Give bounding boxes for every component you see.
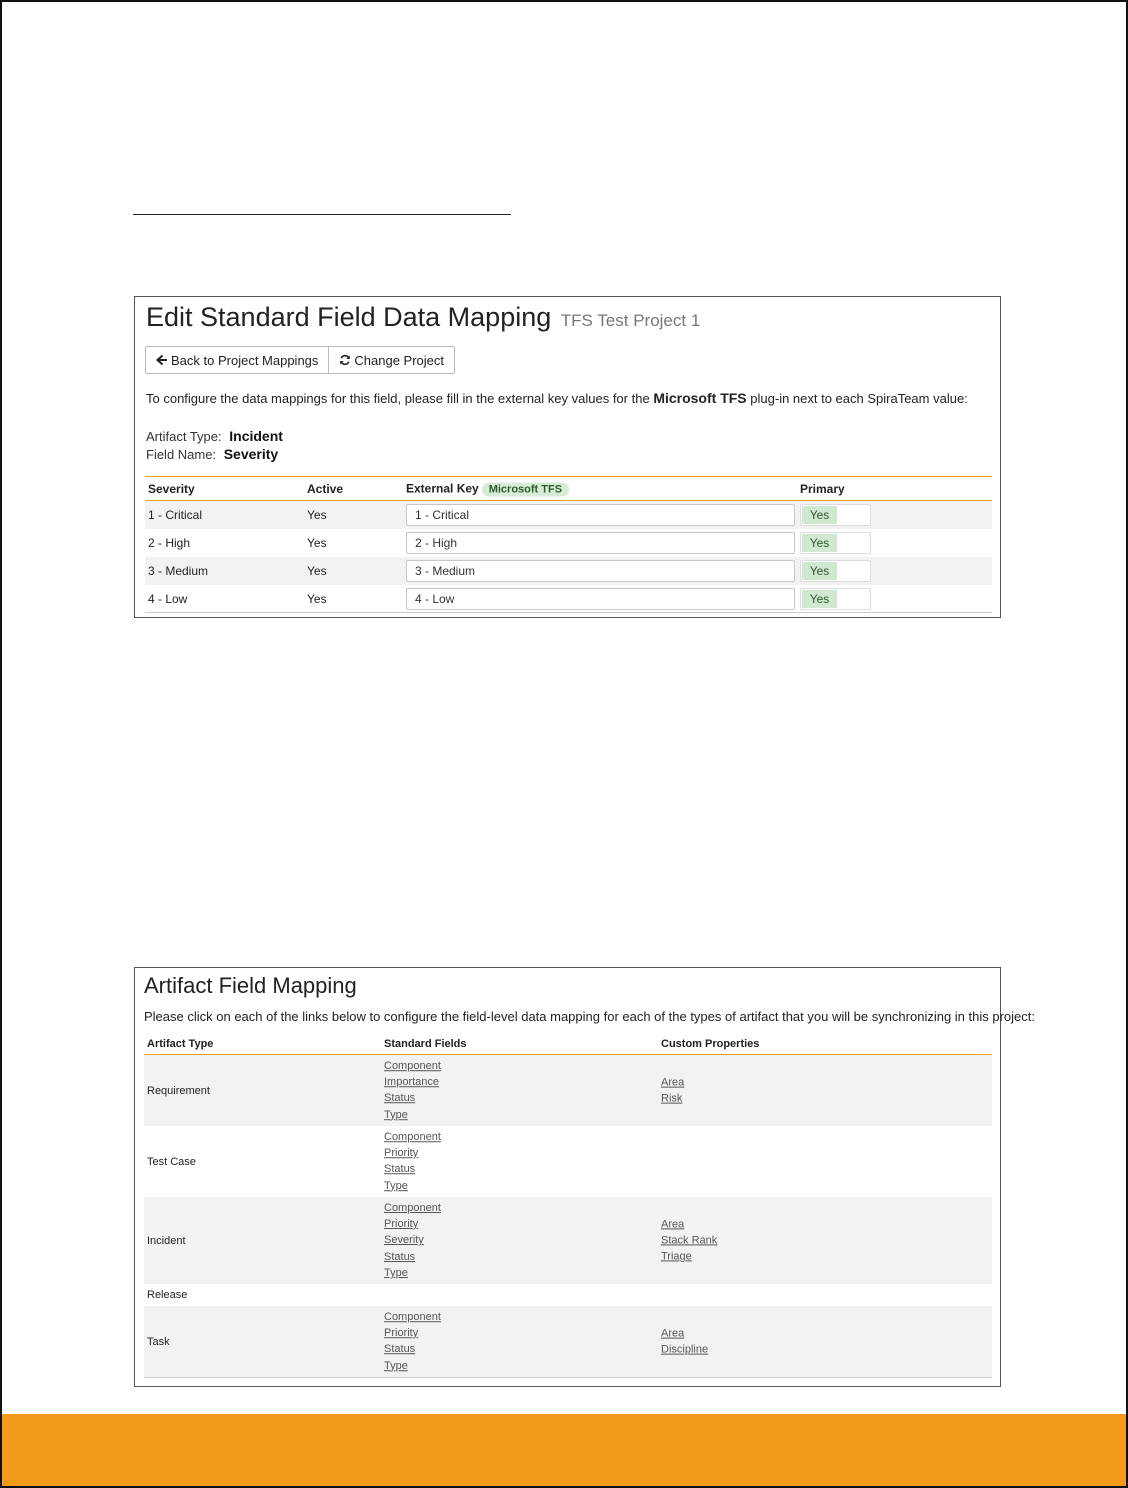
primary-toggle[interactable] <box>800 532 871 554</box>
artifact-type-line: Artifact Type: Incident <box>146 428 283 444</box>
primary-toggle[interactable] <box>800 588 871 610</box>
custom-properties-list <box>661 1074 684 1107</box>
standard-field-link[interactable]: Component <box>384 1059 441 1072</box>
standard-field-link[interactable]: Priority <box>384 1147 419 1160</box>
table-row <box>144 1055 992 1126</box>
artifact-type-label: Test Case <box>147 1155 196 1168</box>
external-key-input[interactable] <box>406 532 795 554</box>
active-value: Yes <box>307 536 327 550</box>
standard-field-link[interactable]: Component <box>384 1310 441 1323</box>
navigation-button-group <box>145 346 455 374</box>
column-artifact-type: Artifact Type <box>147 1038 214 1050</box>
mapping-table <box>145 476 992 613</box>
table-row <box>144 1284 992 1306</box>
standard-field-link[interactable]: Component <box>384 1130 441 1143</box>
section-underline <box>133 214 511 215</box>
mapping-table-header <box>145 477 992 501</box>
column-severity: Severity <box>148 481 195 496</box>
column-external-key: External Key Microsoft TFS <box>406 481 569 496</box>
footer-bar <box>2 1414 1126 1486</box>
artifact-mapping-title: Artifact Field Mapping <box>144 973 357 998</box>
standard-fields-list <box>384 1129 441 1195</box>
project-name: TFS Test Project 1 <box>560 311 701 330</box>
back-button-label: Back to Project Mappings <box>171 352 319 368</box>
arrow-left-icon <box>156 354 168 366</box>
artifact-table <box>144 1036 992 1378</box>
standard-field-link[interactable]: Priority <box>384 1327 419 1340</box>
table-row <box>145 529 992 557</box>
column-primary: Primary <box>800 481 845 496</box>
standard-field-link[interactable]: Type <box>384 1359 408 1372</box>
severity-value: 2 - High <box>148 536 191 550</box>
standard-field-link[interactable]: Status <box>384 1250 416 1263</box>
artifact-table-header <box>144 1036 992 1055</box>
page-title: Edit Standard Field Data Mapping TFS Test Project 1 <box>146 302 701 332</box>
plugin-name: Microsoft TFS <box>653 390 747 406</box>
external-key-input[interactable] <box>406 588 795 610</box>
custom-property-link[interactable]: Area <box>661 1076 685 1089</box>
primary-toggle[interactable] <box>800 560 871 582</box>
refresh-icon <box>339 354 351 366</box>
change-project-button[interactable] <box>329 346 455 374</box>
table-row <box>144 1197 992 1284</box>
table-row <box>144 1126 992 1197</box>
severity-value: 3 - Medium <box>148 564 209 578</box>
back-to-project-mappings-button[interactable] <box>145 346 329 374</box>
primary-toggle-label: Yes <box>802 590 837 608</box>
standard-field-link[interactable]: Type <box>384 1108 408 1121</box>
custom-property-link[interactable]: Stack Rank <box>661 1234 718 1247</box>
primary-toggle-label: Yes <box>802 562 837 580</box>
active-value: Yes <box>307 591 327 606</box>
field-name-line: Field Name: Severity <box>146 446 279 462</box>
external-key-input[interactable] <box>406 560 795 582</box>
active-value: Yes <box>307 508 327 522</box>
column-active: Active <box>307 481 344 496</box>
custom-property-link[interactable]: Risk <box>661 1092 683 1105</box>
artifact-type-label: Release <box>147 1289 188 1301</box>
field-name-value: Severity <box>223 446 279 462</box>
instruction-text: To configure the data mappings for this field, please fill in the external key values for the Microsoft TFS plug-in next to each SpiraTeam value: <box>146 390 968 406</box>
severity-value: 4 - Low <box>148 591 188 606</box>
standard-field-link[interactable]: Severity <box>384 1234 424 1247</box>
standard-fields-list <box>384 1058 441 1124</box>
custom-properties-list <box>661 1216 717 1265</box>
table-row <box>145 557 992 585</box>
custom-property-link[interactable]: Area <box>661 1217 685 1230</box>
custom-property-link[interactable]: Area <box>661 1327 685 1340</box>
column-custom-properties: Custom Properties <box>661 1038 760 1050</box>
primary-toggle-label: Yes <box>802 534 837 552</box>
external-key-input[interactable] <box>406 504 795 526</box>
artifact-mapping-description: Please click on each of the links below to configure the field-level data mapping for each of the types of artifact that you will be synchronizing in this project: <box>144 1009 1035 1024</box>
plugin-badge: Microsoft TFS <box>482 482 569 496</box>
table-row <box>144 1306 992 1378</box>
table-row <box>145 585 992 613</box>
table-row <box>145 501 992 529</box>
artifact-type-label: Requirement <box>147 1084 210 1097</box>
custom-property-link[interactable]: Discipline <box>661 1343 709 1356</box>
standard-field-link[interactable]: Importance <box>384 1076 440 1089</box>
standard-field-link[interactable]: Component <box>384 1201 441 1214</box>
standard-field-link[interactable]: Type <box>384 1267 408 1280</box>
artifact-type-label: Task <box>147 1335 170 1348</box>
change-project-label: Change Project <box>354 352 445 368</box>
custom-property-link[interactable]: Triage <box>661 1250 692 1263</box>
artifact-type-value: Incident <box>229 428 283 444</box>
primary-toggle-label: Yes <box>802 506 837 524</box>
standard-field-link[interactable]: Status <box>384 1343 416 1356</box>
severity-value: 1 - Critical <box>148 508 203 522</box>
custom-properties-list <box>661 1325 708 1358</box>
artifact-type-label: Incident <box>147 1234 186 1247</box>
standard-field-link[interactable]: Priority <box>384 1217 419 1230</box>
edit-field-mapping-panel <box>134 296 1001 618</box>
standard-field-link[interactable]: Status <box>384 1092 416 1105</box>
primary-toggle[interactable] <box>800 504 871 526</box>
standard-fields-list <box>384 1309 441 1375</box>
artifact-field-mapping-panel <box>134 967 1035 1387</box>
column-standard-fields: Standard Fields <box>384 1038 467 1050</box>
standard-fields-list <box>384 1200 441 1282</box>
standard-field-link[interactable]: Status <box>384 1163 416 1176</box>
active-value: Yes <box>307 564 327 578</box>
standard-field-link[interactable]: Type <box>384 1179 408 1192</box>
